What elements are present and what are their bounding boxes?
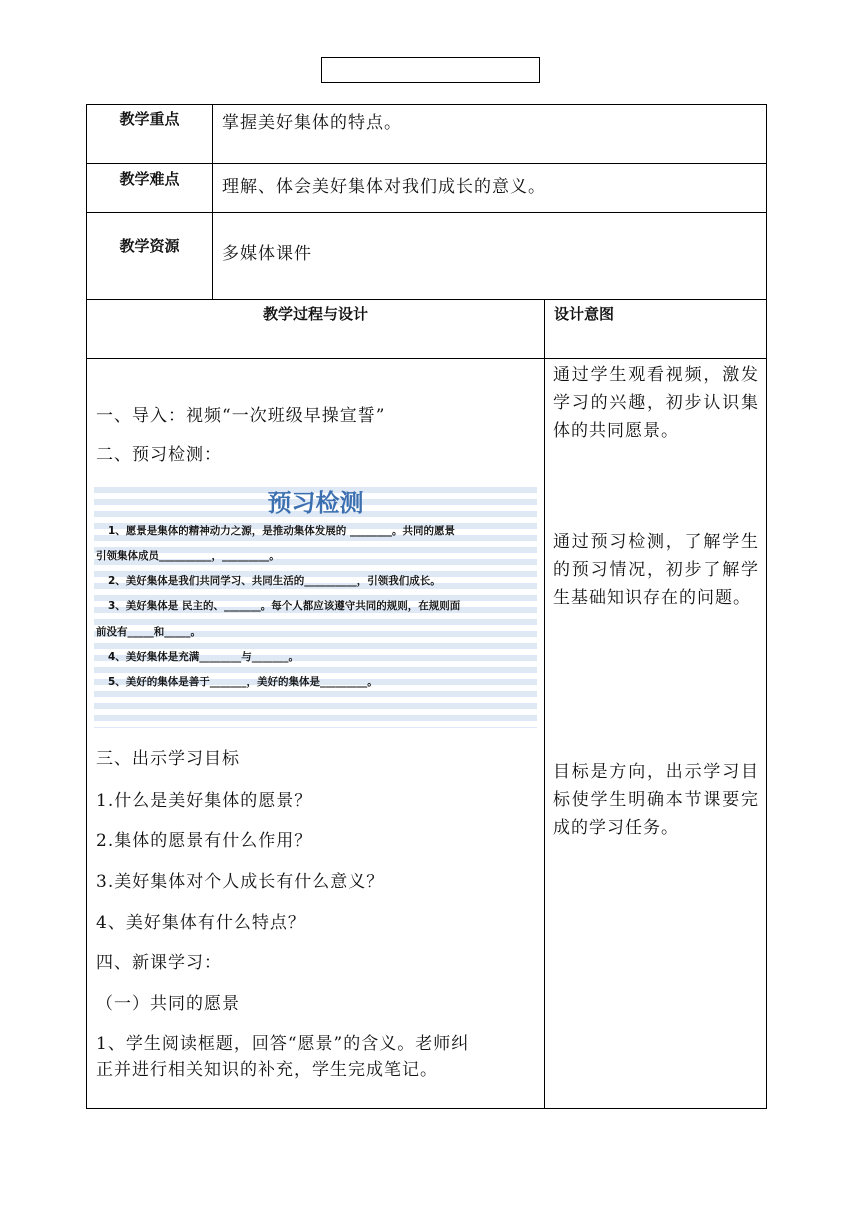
goal-item: 1.什么是美好集体的愿景？ bbox=[96, 791, 313, 811]
intent-preview: 通过预习检测，了解学生的预习情况，初步了解学生基础知识存在的问题。 bbox=[553, 532, 759, 608]
row-divider bbox=[86, 299, 767, 300]
intent-column-divider bbox=[544, 299, 545, 1109]
preview-line: 引领集体成员__________，_________。 bbox=[96, 550, 280, 562]
label-resources: 教学资源 bbox=[119, 237, 180, 255]
preview-image bbox=[94, 481, 537, 728]
preview-heading: 二、预习检测： bbox=[96, 445, 222, 465]
preview-image-title: 预习检测 bbox=[267, 489, 364, 517]
goal-item: 4、美好集体有什么特点？ bbox=[96, 913, 306, 933]
goal-item: 2.集体的愿景有什么作用？ bbox=[96, 831, 313, 851]
preview-line: 3、美好集体是 民主的、_______。每个人都应该遵守共同的规则，在规则面 bbox=[108, 600, 461, 612]
preview-line: 前没有_____和_____。 bbox=[96, 626, 201, 638]
label-column-divider bbox=[212, 104, 213, 300]
intent-goals: 目标是方向，出示学习目标使学生明确本节课要完成的学习任务。 bbox=[553, 762, 759, 838]
row-divider bbox=[86, 212, 767, 213]
new-lesson-heading: 四、新课学习： bbox=[96, 953, 222, 973]
preview-line: 2、美好集体是我们共同学习、共同生活的__________，引领我们成长。 bbox=[108, 575, 441, 587]
preview-line: 1、愿景是集体的精神动力之源，是推动集体发展的 ________。共同的愿景 bbox=[108, 525, 455, 537]
label-difficulty: 教学难点 bbox=[119, 170, 180, 188]
content-key-point: 掌握美好集体的特点。 bbox=[222, 113, 402, 133]
preview-line: 5、美好的集体是善于_______，美好的集体是_________。 bbox=[108, 676, 378, 688]
intent-header: 设计意图 bbox=[554, 305, 615, 323]
label-key-point: 教学重点 bbox=[119, 110, 180, 128]
intro-line: 一、导入：视频“一次班级早操宣誓” bbox=[96, 406, 386, 426]
intent-video: 通过学生观看视频，激发学习的兴趣，初步认识集体的共同愿景。 bbox=[553, 365, 759, 441]
table-border-bottom bbox=[86, 1108, 767, 1109]
subsection-heading: （一）共同的愿景 bbox=[96, 994, 240, 1014]
content-difficulty: 理解、体会美好集体对我们成长的意义。 bbox=[222, 177, 546, 197]
row-divider bbox=[86, 358, 767, 359]
row-divider bbox=[86, 163, 767, 164]
process-header: 教学过程与设计 bbox=[262, 305, 368, 323]
goals-heading: 三、出示学习目标 bbox=[96, 749, 240, 769]
table-border-top bbox=[86, 104, 767, 105]
table-border-right bbox=[766, 104, 767, 1109]
task-line: 1、学生阅读框题，回答“愿景”的含义。老师纠 bbox=[96, 1034, 470, 1054]
preview-line: 4、美好集体是充满________与_______。 bbox=[108, 651, 300, 663]
content-resources: 多媒体课件 bbox=[222, 244, 312, 264]
goal-item: 3.美好集体对个人成长有什么意义？ bbox=[96, 872, 385, 892]
task-line: 正并进行相关知识的补充，学生完成笔记。 bbox=[96, 1060, 438, 1080]
